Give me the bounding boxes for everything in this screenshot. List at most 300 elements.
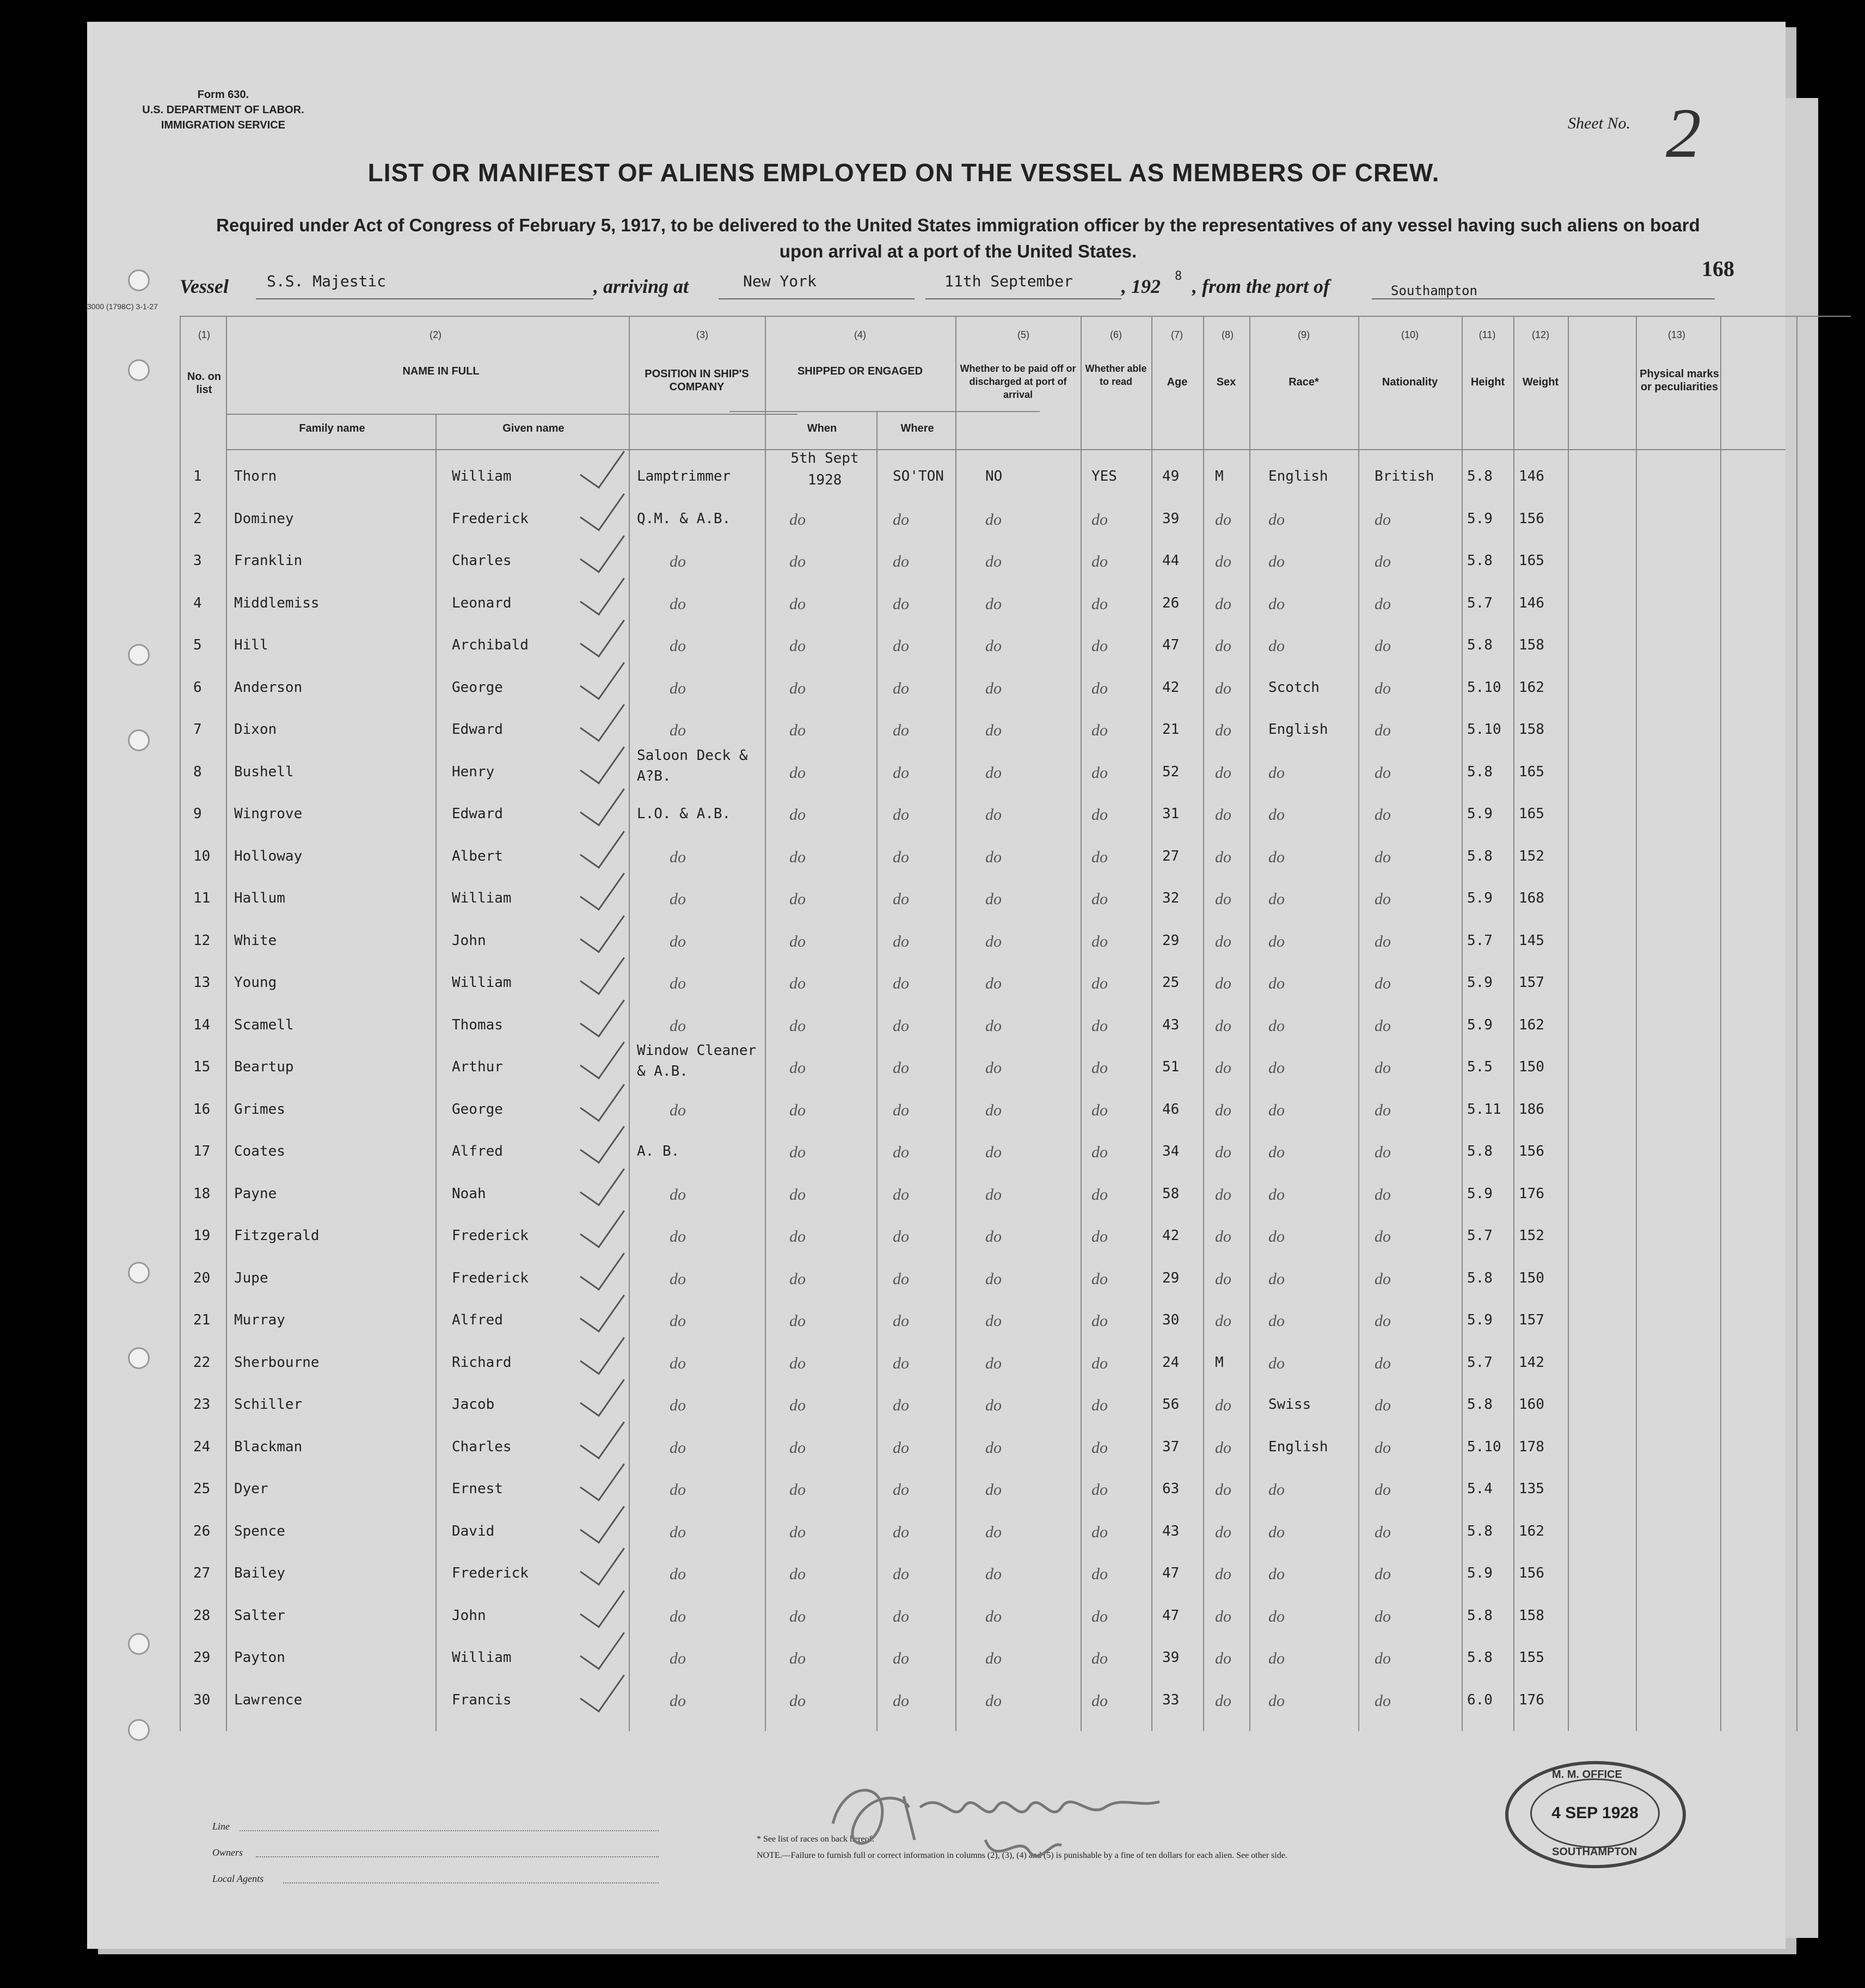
family-name-cell: Hill <box>234 637 268 653</box>
family-name-cell: Sherbourne <box>234 1354 320 1371</box>
paid-off-cell: do <box>985 1607 1002 1625</box>
shipped-where-cell: do <box>893 848 909 866</box>
service-name: IMMIGRATION SERVICE <box>161 119 286 131</box>
col-border <box>1462 316 1463 1731</box>
weight-cell: 156 <box>1519 510 1544 527</box>
check-mark-icon <box>580 1366 625 1417</box>
shipped-when-cell: do <box>789 679 806 697</box>
shipped-when-cell: do <box>789 1691 806 1710</box>
vessel-label: Vessel <box>180 275 229 297</box>
shipped-when-cell: do <box>789 1059 806 1077</box>
nationality-cell: do <box>1375 848 1391 866</box>
header-weight: Weight <box>1522 376 1559 388</box>
sex-cell: do <box>1215 890 1231 908</box>
stamp-top-text: M. M. OFFICE <box>1552 1769 1622 1781</box>
age-cell: 25 <box>1162 974 1180 991</box>
paid-off-cell: do <box>985 1269 1002 1288</box>
col-border <box>1513 316 1514 1731</box>
height-cell: 5.9 <box>1467 806 1493 822</box>
given-name-cell: Alfred <box>452 1143 503 1159</box>
col-border <box>765 316 766 1731</box>
office-stamp <box>1505 1761 1686 1868</box>
able-to-read-cell: do <box>1091 1143 1108 1161</box>
shipped-where-cell: do <box>893 594 909 613</box>
punch-hole <box>128 269 150 291</box>
shipped-when-cell: do <box>789 1101 806 1119</box>
race-cell: do <box>1268 510 1285 529</box>
able-to-read-cell: do <box>1091 637 1108 655</box>
col-border <box>629 316 630 1731</box>
shipped-where-cell: do <box>893 637 909 655</box>
race-cell: do <box>1268 1059 1285 1077</box>
age-cell: 37 <box>1162 1438 1180 1455</box>
col-number-2: (2) <box>430 329 441 340</box>
nationality-cell: do <box>1375 1565 1391 1583</box>
check-mark-icon <box>580 734 625 784</box>
weight-cell: 150 <box>1519 1269 1544 1286</box>
race-cell: English <box>1268 1438 1328 1455</box>
shipped-when-cell: do <box>789 1143 806 1161</box>
given-name-cell: Richard <box>452 1354 512 1371</box>
paid-off-cell: do <box>985 974 1002 992</box>
age-cell: 46 <box>1162 1101 1180 1118</box>
paid-off-cell: do <box>985 1312 1002 1330</box>
family-name-cell: Bushell <box>234 763 294 780</box>
weight-cell: 168 <box>1519 890 1544 906</box>
nationality-cell: do <box>1375 763 1391 782</box>
nationality-cell: do <box>1375 1185 1391 1204</box>
able-to-read-cell: do <box>1091 1228 1108 1245</box>
shipped-where-cell: do <box>893 1016 909 1035</box>
race-cell: do <box>1268 848 1285 866</box>
race-cell: do <box>1268 1269 1285 1288</box>
shipped-where-cell: do <box>893 1607 909 1625</box>
stamp-inner-ring <box>1530 1778 1660 1848</box>
given-name-cell: Frederick <box>452 1228 529 1244</box>
check-mark-icon <box>580 438 625 489</box>
height-cell: 5.8 <box>1467 763 1493 780</box>
row-number-cell: 1 <box>193 468 202 484</box>
shipped-where-cell: SO'TON <box>893 468 944 484</box>
paid-off-cell: do <box>985 510 1002 529</box>
col-number-1: (1) <box>198 329 210 340</box>
weight-cell: 156 <box>1519 1143 1544 1159</box>
check-mark-icon <box>580 903 625 953</box>
race-cell: do <box>1268 1016 1285 1035</box>
age-cell: 47 <box>1162 1565 1180 1581</box>
sex-cell: do <box>1215 1565 1231 1583</box>
weight-cell: 142 <box>1519 1354 1544 1371</box>
check-mark-icon <box>580 649 625 700</box>
paid-off-cell: do <box>985 1649 1002 1667</box>
age-cell: 43 <box>1162 1016 1180 1033</box>
given-name-cell: Edward <box>452 721 503 738</box>
check-mark-icon <box>580 1578 625 1628</box>
shipped-where-cell: do <box>893 1565 909 1583</box>
paid-off-cell: do <box>985 763 1002 782</box>
shipped-where-cell: do <box>893 1143 909 1161</box>
nationality-cell: do <box>1375 1228 1391 1245</box>
sex-cell: do <box>1215 1228 1231 1245</box>
able-to-read-cell: do <box>1091 848 1108 866</box>
check-mark-icon <box>580 1156 625 1206</box>
shipped-when-cell: do <box>789 890 806 908</box>
position-cell: do <box>670 721 686 739</box>
row-number-cell: 23 <box>193 1396 211 1413</box>
paid-off-cell: do <box>985 848 1002 866</box>
col-border <box>1568 316 1569 1731</box>
able-to-read-cell: do <box>1091 1101 1108 1119</box>
height-cell: 5.8 <box>1467 1607 1493 1624</box>
sex-cell: do <box>1215 679 1231 697</box>
height-cell: 5.9 <box>1467 1185 1493 1202</box>
weight-cell: 165 <box>1519 806 1544 822</box>
header-age: Age <box>1167 376 1188 388</box>
height-cell: 5.8 <box>1467 1269 1493 1286</box>
sex-cell: do <box>1215 594 1231 613</box>
able-to-read-cell: do <box>1091 1607 1108 1625</box>
age-cell: 58 <box>1162 1185 1180 1202</box>
family-name-cell: Blackman <box>234 1438 303 1455</box>
row-number-cell: 18 <box>193 1185 211 1202</box>
name-divider <box>226 414 797 415</box>
page-subtitle: Required under Act of Congress of February 5, 1917, to be delivered to the United States immigration officer by the representatives of any vessel having such aliens on board upon arrival at a port of the United States. <box>216 215 1700 261</box>
row-number-cell: 29 <box>193 1649 211 1666</box>
row-number-cell: 22 <box>193 1354 211 1371</box>
shipped-when-cell: do <box>789 974 806 992</box>
check-mark-icon <box>580 607 625 658</box>
shipped-where-cell: do <box>893 1059 909 1077</box>
header-race: Race* <box>1289 376 1319 388</box>
nationality-cell: do <box>1375 679 1391 697</box>
height-cell: 5.9 <box>1467 974 1493 991</box>
age-cell: 24 <box>1162 1354 1180 1371</box>
able-to-read-cell: do <box>1091 510 1108 529</box>
date-underline <box>925 298 1121 299</box>
able-to-read-cell: do <box>1091 1269 1108 1288</box>
row-number-cell: 13 <box>193 974 211 991</box>
row-number-cell: 25 <box>193 1481 211 1497</box>
col-border <box>955 316 956 1731</box>
shipped-when-cell: do <box>789 1607 806 1625</box>
sex-cell: do <box>1215 932 1231 950</box>
race-cell: do <box>1268 1523 1285 1541</box>
given-name-cell: Arthur <box>452 1059 503 1075</box>
family-name-cell: Payne <box>234 1185 277 1202</box>
position-cell: do <box>670 1269 686 1288</box>
from-underline <box>1372 298 1715 299</box>
family-name-cell: Holloway <box>234 848 303 864</box>
sex-cell: do <box>1215 1523 1231 1541</box>
age-cell: 39 <box>1162 510 1180 527</box>
row-number-cell: 15 <box>193 1059 211 1075</box>
check-mark-icon <box>580 565 625 616</box>
weight-cell: 165 <box>1519 763 1544 780</box>
shipped-where-cell: do <box>893 890 909 908</box>
race-cell: do <box>1268 1143 1285 1161</box>
col-border <box>226 316 227 1731</box>
given-name-cell: William <box>452 890 512 906</box>
sex-cell: do <box>1215 806 1231 824</box>
family-name-cell: Hallum <box>234 890 285 906</box>
weight-cell: 157 <box>1519 1312 1544 1328</box>
paid-off-cell: do <box>985 1185 1002 1204</box>
sex-cell: M <box>1215 1354 1224 1371</box>
race-cell: do <box>1268 594 1285 613</box>
shipped-when-cell: do <box>789 848 806 866</box>
nationality-cell: do <box>1375 806 1391 824</box>
nationality-cell: do <box>1375 721 1391 739</box>
age-cell: 32 <box>1162 890 1180 906</box>
paid-off-cell: do <box>985 1059 1002 1077</box>
position-cell: A. B. <box>637 1143 680 1159</box>
sex-cell: do <box>1215 1438 1231 1457</box>
sheet-label: Sheet No. <box>1568 114 1630 132</box>
family-name-cell: Franklin <box>234 553 303 569</box>
position-cell: do <box>670 1228 686 1245</box>
nationality-cell: do <box>1375 1649 1391 1667</box>
sheet-edge <box>1786 98 1818 1938</box>
race-cell: Swiss <box>1268 1396 1311 1413</box>
shipped-when-cell: do <box>789 637 806 655</box>
owners-rule <box>256 1856 659 1857</box>
nationality-cell: do <box>1375 974 1391 992</box>
able-to-read-cell: do <box>1091 890 1108 908</box>
row-number-cell: 16 <box>193 1101 211 1118</box>
form-number: Form 630. <box>197 89 249 101</box>
department-name: U.S. DEPARTMENT OF LABOR. <box>142 104 304 116</box>
shipped-where-cell: do <box>893 1649 909 1667</box>
given-name-cell: Noah <box>452 1185 486 1202</box>
weight-cell: 158 <box>1519 637 1544 653</box>
race-cell: do <box>1268 553 1285 570</box>
weight-cell: 165 <box>1519 553 1544 569</box>
age-cell: 44 <box>1162 553 1180 569</box>
nationality-cell: do <box>1375 1312 1391 1330</box>
given-name-cell: Francis <box>452 1691 512 1708</box>
col-border <box>1249 316 1250 1731</box>
row-number-cell: 27 <box>193 1565 211 1581</box>
able-to-read-cell: do <box>1091 806 1108 824</box>
age-cell: 29 <box>1162 1269 1180 1286</box>
height-cell: 5.7 <box>1467 1228 1493 1244</box>
height-cell: 5.10 <box>1467 721 1501 738</box>
height-cell: 5.9 <box>1467 890 1493 906</box>
able-to-read-cell: do <box>1091 1312 1108 1330</box>
line-label: Line <box>212 1821 230 1832</box>
arriving-underline <box>719 298 915 299</box>
family-name-cell: Bailey <box>234 1565 285 1581</box>
age-cell: 49 <box>1162 468 1180 484</box>
family-name-cell: Scamell <box>234 1016 294 1033</box>
given-name-cell: George <box>452 679 503 696</box>
header-position: POSITION IN SHIP'S COMPANY <box>645 368 749 393</box>
able-to-read-cell: do <box>1091 1354 1108 1372</box>
paid-off-cell: do <box>985 1481 1002 1499</box>
position-cell: Lamptrimmer <box>637 468 731 484</box>
weight-cell: 162 <box>1519 1016 1544 1033</box>
nationality-cell: do <box>1375 1607 1391 1625</box>
sex-cell: do <box>1215 721 1231 739</box>
age-cell: 34 <box>1162 1143 1180 1159</box>
sex-cell: do <box>1215 1269 1231 1288</box>
year-label: , 192 <box>1121 275 1161 297</box>
age-cell: 51 <box>1162 1059 1180 1075</box>
able-to-read-cell: do <box>1091 1481 1108 1499</box>
row-number-cell: 11 <box>193 890 211 906</box>
col-number-4: (4) <box>854 329 866 340</box>
shipped-when-cell: do <box>789 1481 806 1499</box>
shipped-when-cell: do <box>789 1269 806 1288</box>
able-to-read-cell: do <box>1091 974 1108 992</box>
weight-cell: 156 <box>1519 1565 1544 1581</box>
check-mark-icon <box>580 1198 625 1248</box>
position-cell: do <box>670 1312 686 1330</box>
able-to-read-cell: do <box>1091 1565 1108 1583</box>
position-cell: do <box>670 679 686 697</box>
position-cell: Window Cleaner & A.B. <box>637 1042 757 1079</box>
paid-off-cell: do <box>985 1143 1002 1161</box>
height-cell: 5.8 <box>1467 1143 1493 1159</box>
nationality-cell: do <box>1375 1101 1391 1119</box>
header-family-name: Family name <box>299 422 365 434</box>
position-cell: do <box>670 974 686 992</box>
shipped-where-cell: do <box>893 1101 909 1119</box>
height-cell: 5.10 <box>1467 679 1501 696</box>
nationality-cell: do <box>1375 1143 1391 1161</box>
header-divider <box>226 449 1786 450</box>
row-number-cell: 6 <box>193 679 202 696</box>
height-cell: 5.9 <box>1467 510 1493 527</box>
given-name-cell: Frederick <box>452 1269 529 1286</box>
weight-cell: 158 <box>1519 721 1544 738</box>
shipped-where-cell: do <box>893 932 909 950</box>
sex-cell: do <box>1215 1649 1231 1667</box>
paid-off-cell: NO <box>985 468 1003 484</box>
race-cell: do <box>1268 1354 1285 1372</box>
row-number-cell: 14 <box>193 1016 211 1033</box>
col-border <box>1796 316 1797 1731</box>
arriving-port: New York <box>743 272 817 290</box>
able-to-read-cell: do <box>1091 594 1108 613</box>
given-name-cell: Archibald <box>452 637 529 653</box>
shipped-when-cell: do <box>789 1396 806 1414</box>
given-name-cell: William <box>452 974 512 991</box>
shipped-where-cell: do <box>893 1691 909 1710</box>
header-when: When <box>807 422 837 434</box>
check-mark-icon <box>580 1324 625 1375</box>
position-cell: do <box>670 932 686 950</box>
nationality-cell: do <box>1375 1396 1391 1414</box>
sex-cell: do <box>1215 1481 1231 1499</box>
shipped-when-cell: do <box>789 1649 806 1667</box>
header-physical-marks: Physical marks or peculiarities <box>1640 368 1719 393</box>
nationality-cell: British <box>1375 468 1434 484</box>
paid-off-cell: do <box>985 637 1002 655</box>
shipped-when-cell: do <box>789 1565 806 1583</box>
position-cell: Q.M. & A.B. <box>637 510 731 527</box>
col-number-9: (9) <box>1298 329 1310 340</box>
shipped-where-cell: do <box>893 1269 909 1288</box>
able-to-read-cell: do <box>1091 1691 1108 1710</box>
shipped-when-cell: do <box>789 1016 806 1035</box>
age-cell: 56 <box>1162 1396 1180 1413</box>
shipped-where-cell: do <box>893 1354 909 1372</box>
weight-cell: 178 <box>1519 1438 1544 1455</box>
race-cell: do <box>1268 1691 1285 1710</box>
weight-cell: 162 <box>1519 1523 1544 1539</box>
shipped-when-cell: do <box>789 1185 806 1204</box>
paid-off-cell: do <box>985 890 1002 908</box>
sex-cell: do <box>1215 1059 1231 1077</box>
position-cell: do <box>670 1481 686 1499</box>
race-cell: do <box>1268 1481 1285 1499</box>
position-cell: do <box>670 553 686 570</box>
shipped-when-cell: do <box>789 806 806 824</box>
height-cell: 5.7 <box>1467 932 1493 949</box>
shipped-when-cell: do <box>789 1312 806 1330</box>
shipped-when-cell: do <box>789 594 806 613</box>
check-mark-icon <box>580 1029 625 1079</box>
given-name-cell: Henry <box>452 763 495 780</box>
weight-cell: 150 <box>1519 1059 1544 1075</box>
shipped-where-cell: do <box>893 1438 909 1457</box>
row-number-cell: 3 <box>193 553 202 569</box>
given-name-cell: Frederick <box>452 510 529 527</box>
sex-cell: do <box>1215 1396 1231 1414</box>
row-number-cell: 26 <box>193 1523 211 1539</box>
reference-number: 168 <box>1702 256 1734 281</box>
position-cell: do <box>670 1691 686 1710</box>
nationality-cell: do <box>1375 890 1391 908</box>
arriving-label: , arriving at <box>593 275 689 297</box>
check-mark-icon <box>580 944 625 995</box>
header-nationality: Nationality <box>1382 376 1438 388</box>
sheet-number: 2 <box>1666 94 1701 173</box>
row-number-cell: 28 <box>193 1607 211 1624</box>
shipped-where-cell: do <box>893 510 909 529</box>
weight-cell: 146 <box>1519 594 1544 611</box>
position-cell: do <box>670 637 686 655</box>
sex-cell: do <box>1215 553 1231 570</box>
shipped-where-cell: do <box>893 1481 909 1499</box>
age-cell: 63 <box>1162 1481 1180 1497</box>
able-to-read-cell: do <box>1091 932 1108 950</box>
col-border <box>1358 316 1359 1731</box>
sex-cell: do <box>1215 848 1231 866</box>
family-name-cell: Thorn <box>234 468 277 484</box>
shipped-where-cell: do <box>893 679 909 697</box>
print-code: 3000 (1798C) 3-1-27 <box>87 302 158 311</box>
col-number-7: (7) <box>1171 329 1183 340</box>
height-cell: 5.8 <box>1467 468 1493 484</box>
given-name-cell: Alfred <box>452 1312 503 1328</box>
from-label: , from the port of <box>1192 275 1330 297</box>
header-where: Where <box>900 422 934 434</box>
col-number-5: (5) <box>1017 329 1029 340</box>
weight-cell: 145 <box>1519 932 1544 949</box>
agents-rule <box>283 1882 659 1883</box>
given-name-cell: Leonard <box>452 594 512 611</box>
row-number-cell: 10 <box>193 848 211 864</box>
position-cell: do <box>670 890 686 908</box>
height-cell: 5.5 <box>1467 1059 1493 1075</box>
page-title: LIST OR MANIFEST OF ALIENS EMPLOYED ON THE VESSEL AS MEMBERS OF CREW. <box>367 158 1440 187</box>
race-cell: do <box>1268 806 1285 824</box>
sex-cell: M <box>1215 468 1224 484</box>
race-cell: do <box>1268 763 1285 782</box>
given-name-cell: David <box>452 1523 495 1539</box>
